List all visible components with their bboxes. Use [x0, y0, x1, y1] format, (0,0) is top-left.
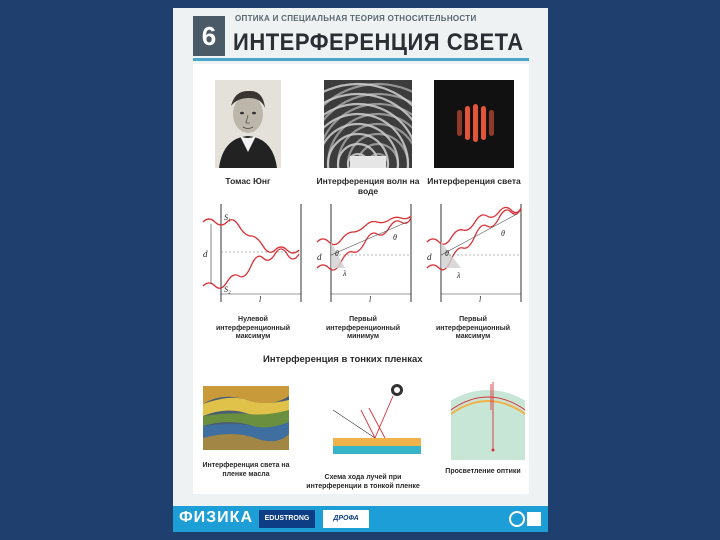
label-lambda: λ	[343, 269, 347, 278]
poster	[173, 8, 548, 532]
water-waves-image	[324, 80, 412, 168]
footer-fine-print	[377, 511, 502, 528]
oil-film-drawing	[203, 386, 289, 450]
label-theta: θ	[335, 249, 339, 258]
zero-maximum-diagram	[201, 202, 305, 310]
label-theta: θ	[445, 249, 449, 258]
young-caption: Томас Юнг	[225, 176, 271, 186]
label-lambda: λ	[457, 271, 461, 280]
label-l: l	[259, 295, 262, 304]
supertitle: ОПТИКА И СПЕЦИАЛЬНАЯ ТЕОРИЯ ОТНОСИТЕЛЬНОСТИ	[235, 14, 477, 23]
first-max-caption: Первый интерференционный максимум	[435, 316, 511, 340]
label-s2: S₂	[224, 285, 231, 294]
water-waves-drawing	[324, 80, 412, 168]
edustrong-logo: EDUSTRONG	[259, 510, 315, 528]
footer-brand: ФИЗИКА	[179, 509, 253, 526]
water-caption: Интерференция волн на воде	[316, 176, 420, 196]
square-logo-icon	[527, 512, 541, 526]
light-fringes-drawing	[434, 80, 514, 168]
light-caption: Интерференция света	[427, 176, 521, 186]
label-theta: θ	[393, 233, 397, 242]
scheme-caption: Схема хода лучей при интерференции в тонкой пленке	[306, 474, 420, 490]
chapter-number: 6	[193, 16, 225, 56]
oil-film-image	[203, 386, 289, 450]
light-fringes-image	[434, 80, 514, 168]
thin-films-title: Интерференция в тонких пленках	[263, 354, 423, 365]
content-panel	[193, 64, 529, 494]
first-minimum-diagram	[311, 202, 415, 310]
label-theta: θ	[501, 229, 505, 238]
thin-film-scheme-diagram	[331, 380, 423, 460]
drofa-logo: ДРОФА	[323, 510, 369, 528]
label-s1: S₁	[224, 213, 231, 222]
title-divider	[193, 58, 529, 61]
first-min-caption: Первый интерференционный минимум	[325, 316, 401, 340]
label-l: l	[369, 295, 372, 304]
young-portrait-drawing	[215, 80, 281, 168]
young-portrait-image	[215, 80, 281, 168]
label-d: d	[427, 252, 432, 262]
footer-bar	[173, 506, 548, 532]
label-d: d	[317, 252, 322, 262]
page-title: ИНТЕРФЕРЕНЦИЯ СВЕТА	[233, 28, 524, 56]
oil-caption: Интерференция света на пленке масла	[202, 462, 290, 478]
lens-coating-diagram	[451, 380, 525, 460]
optics-caption: Просветление оптики	[445, 468, 521, 475]
first-maximum-diagram	[421, 202, 525, 310]
zero-max-caption: Нулевой интерференционный максимум	[215, 316, 291, 340]
label-l: l	[479, 295, 482, 304]
label-d: d	[203, 249, 208, 259]
circle-logo-icon	[509, 511, 525, 527]
